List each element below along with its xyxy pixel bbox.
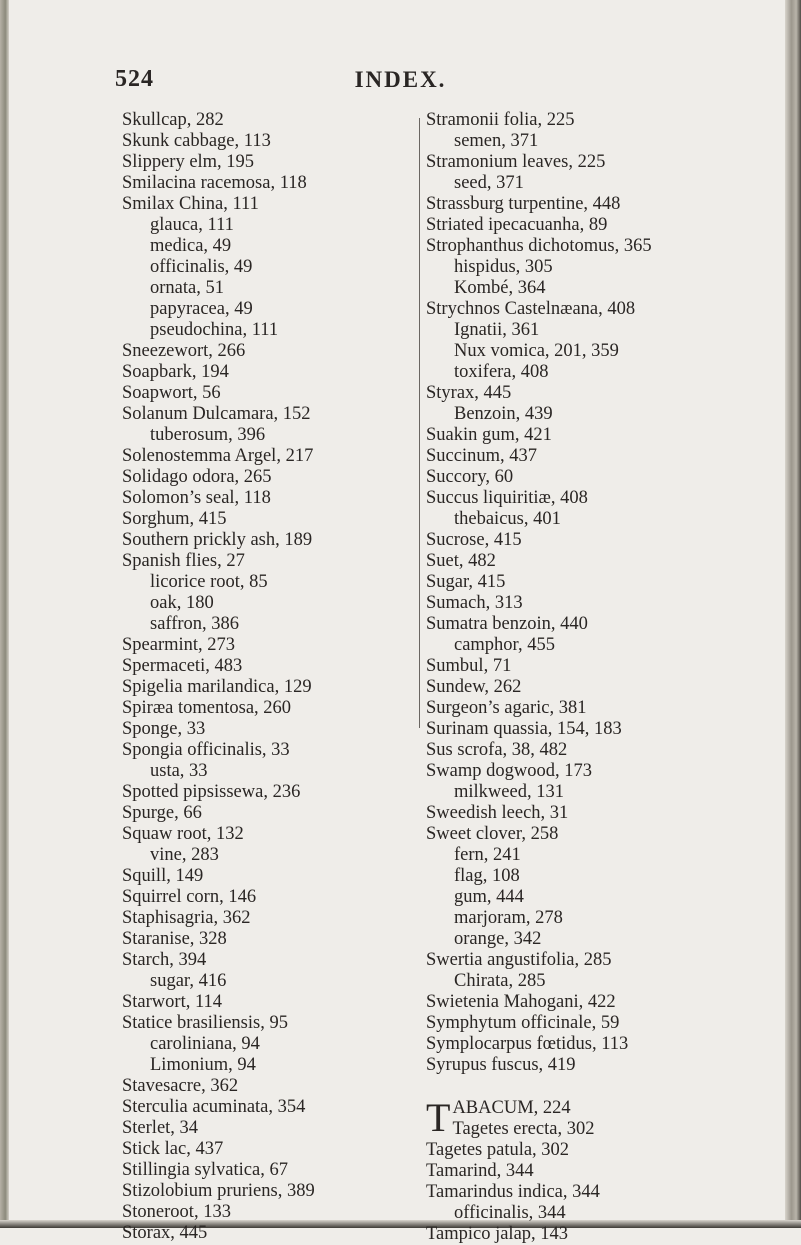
index-entry: Squaw root, 132 [122,824,244,844]
index-entry: Sumatra benzoin, 440 [426,614,588,634]
index-entry: Smilax China, 111 [122,194,259,214]
index-subentry: camphor, 455 [454,635,555,655]
running-head: INDEX. [354,67,447,92]
index-entry: Stavesacre, 362 [122,1076,239,1096]
index-entry: Soapbark, 194 [122,362,229,382]
book-gutter-edge [0,0,9,1228]
index-subentry: toxifera, 408 [454,362,549,382]
index-subentry: gum, 444 [454,887,524,907]
index-entry: Surgeon’s agaric, 381 [426,698,587,718]
index-entry: Tamarindus indica, 344 [426,1182,600,1202]
index-entry: Tamarind, 344 [426,1161,534,1181]
index-subentry: Benzoin, 439 [454,404,553,424]
index-entry: Skunk cabbage, 113 [122,131,271,151]
index-entry: Squill, 149 [122,866,204,886]
index-subentry: oak, 180 [150,593,214,613]
index-entry: Sneezewort, 266 [122,341,246,361]
index-subentry: licorice root, 85 [150,572,268,592]
index-entry: Suakin gum, 421 [426,425,552,445]
index-entry: Sweedish leech, 31 [426,803,569,823]
index-subentry: fern, 241 [454,845,521,865]
index-entry: ABACUM, 224 [452,1098,571,1118]
index-entry: Sundew, 262 [426,677,522,697]
index-entry: Stramonium leaves, 225 [426,152,606,172]
index-subentry: pseudochina, 111 [150,320,279,340]
index-entry: Starwort, 114 [122,992,223,1012]
section-gap [426,1076,756,1098]
index-entry: Striated ipecacuanha, 89 [426,215,608,235]
index-subentry: tuberosum, 396 [150,425,266,445]
index-entry: Smilacina racemosa, 118 [122,173,307,193]
index-subentry: Limonium, 94 [150,1055,256,1075]
index-entry: Symphytum officinale, 59 [426,1013,620,1033]
index-entry: Styrax, 445 [426,383,512,403]
index-entry: Spearmint, 273 [122,635,236,655]
index-entry: Strophanthus dichotomus, 365 [426,236,652,256]
index-subentry: sugar, 416 [150,971,227,991]
index-entry: Strychnos Castelnæana, 408 [426,299,636,319]
index-entry: Staranise, 328 [122,929,227,949]
index-entry: Statice brasiliensis, 95 [122,1013,288,1033]
index-entry: Spongia officinalis, 33 [122,740,290,760]
index-entry: Spiræa tomentosa, 260 [122,698,292,718]
index-entry: Strassburg turpentine, 448 [426,194,621,214]
index-subentry: medica, 49 [150,236,232,256]
index-entry: Storax, 445 [122,1223,208,1243]
index-subentry: saffron, 386 [150,614,240,634]
index-entry: Starch, 394 [122,950,207,970]
index-entry: Stramonii folia, 225 [426,110,575,130]
index-subentry: milkweed, 131 [454,782,564,802]
index-entry: Spigelia marilandica, 129 [122,677,312,697]
index-entry: Sterlet, 34 [122,1118,199,1138]
index-entry: Solidago odora, 265 [122,467,272,487]
index-entry: Sponge, 33 [122,719,206,739]
index-subentry: Nux vomica, 201, 359 [454,341,619,361]
index-subentry: orange, 342 [454,929,542,949]
index-entry: Spanish flies, 27 [122,551,245,571]
page-number: 524 [115,66,154,92]
index-entry: Tagetes patula, 302 [426,1140,570,1160]
index-subentry: vine, 283 [150,845,219,865]
index-entry: Sus scrofa, 38, 482 [426,740,568,760]
index-column-right [426,110,756,1245]
index-entry: Swertia angustifolia, 285 [426,950,612,970]
index-entry: Succory, 60 [426,467,514,487]
index-entry: Succus liquiritiæ, 408 [426,488,588,508]
page-header [0,66,801,94]
page-edge-right [785,0,801,1228]
index-entry: Sugar, 415 [426,572,506,592]
index-entry: Solomon’s seal, 118 [122,488,271,508]
index-entry: Squirrel corn, 146 [122,887,257,907]
index-entry: Surinam quassia, 154, 183 [426,719,622,739]
index-entry: Staphisagria, 362 [122,908,251,928]
index-subentry: officinalis, 49 [150,257,253,277]
index-entry: Soapwort, 56 [122,383,221,403]
index-subentry: usta, 33 [150,761,208,781]
index-subentry: Kombé, 364 [454,278,546,298]
index-entry: Suet, 482 [426,551,496,571]
index-entry: Spotted pipsissewa, 236 [122,782,301,802]
index-entry: Syrupus fuscus, 419 [426,1055,576,1075]
index-subentry: Ignatii, 361 [454,320,540,340]
index-subentry: thebaicus, 401 [454,509,561,529]
column-divider [419,118,420,728]
index-entry: Southern prickly ash, 189 [122,530,313,550]
index-entries-t [426,1140,756,1245]
index-entry: Sorghum, 415 [122,509,227,529]
index-entry: Sweet clover, 258 [426,824,559,844]
index-entry: Stick lac, 437 [122,1139,224,1159]
index-subentry: caroliniana, 94 [150,1034,260,1054]
index-entry: Spermaceti, 483 [122,656,243,676]
index-entry: Tagetes erecta, 302 [452,1119,595,1139]
index-entry: Swamp dogwood, 173 [426,761,592,781]
index-entry: Tampico jalap, 143 [426,1224,569,1244]
index-subentry: glauca, 111 [150,215,234,235]
index-entry: Solanum Dulcamara, 152 [122,404,311,424]
index-entry: Sterculia acuminata, 354 [122,1097,306,1117]
index-subentry: ornata, 51 [150,278,224,298]
index-entry: Sumbul, 71 [426,656,512,676]
index-column-left [122,110,412,1244]
index-entry: Stillingia sylvatica, 67 [122,1160,288,1180]
index-subentry: flag, 108 [454,866,520,886]
index-subentry: hispidus, 305 [454,257,553,277]
index-entry: Symplocarpus fœtidus, 113 [426,1034,629,1054]
index-subentry: officinalis, 344 [454,1203,566,1223]
index-subentry: semen, 371 [454,131,539,151]
index-entry: Swietenia Mahogani, 422 [426,992,616,1012]
index-entry: Skullcap, 282 [122,110,224,130]
index-entry: Stoneroot, 133 [122,1202,231,1222]
index-entry: Sumach, 313 [426,593,523,613]
index-subentry: seed, 371 [454,173,524,193]
index-subentry: papyracea, 49 [150,299,253,319]
index-entry: Solenostemma Argel, 217 [122,446,314,466]
index-entry: Succinum, 437 [426,446,537,466]
index-subentry: Chirata, 285 [454,971,546,991]
index-subentry: marjoram, 278 [454,908,563,928]
index-entry: Sucrose, 415 [426,530,522,550]
index-entries-s-continued [426,110,756,1076]
index-entry: Spurge, 66 [122,803,202,823]
drop-cap-letter: T [426,1095,451,1140]
section-t-opening [426,1095,756,1140]
index-entry: Slippery elm, 195 [122,152,255,172]
index-entry: Stizolobium pruriens, 389 [122,1181,315,1201]
